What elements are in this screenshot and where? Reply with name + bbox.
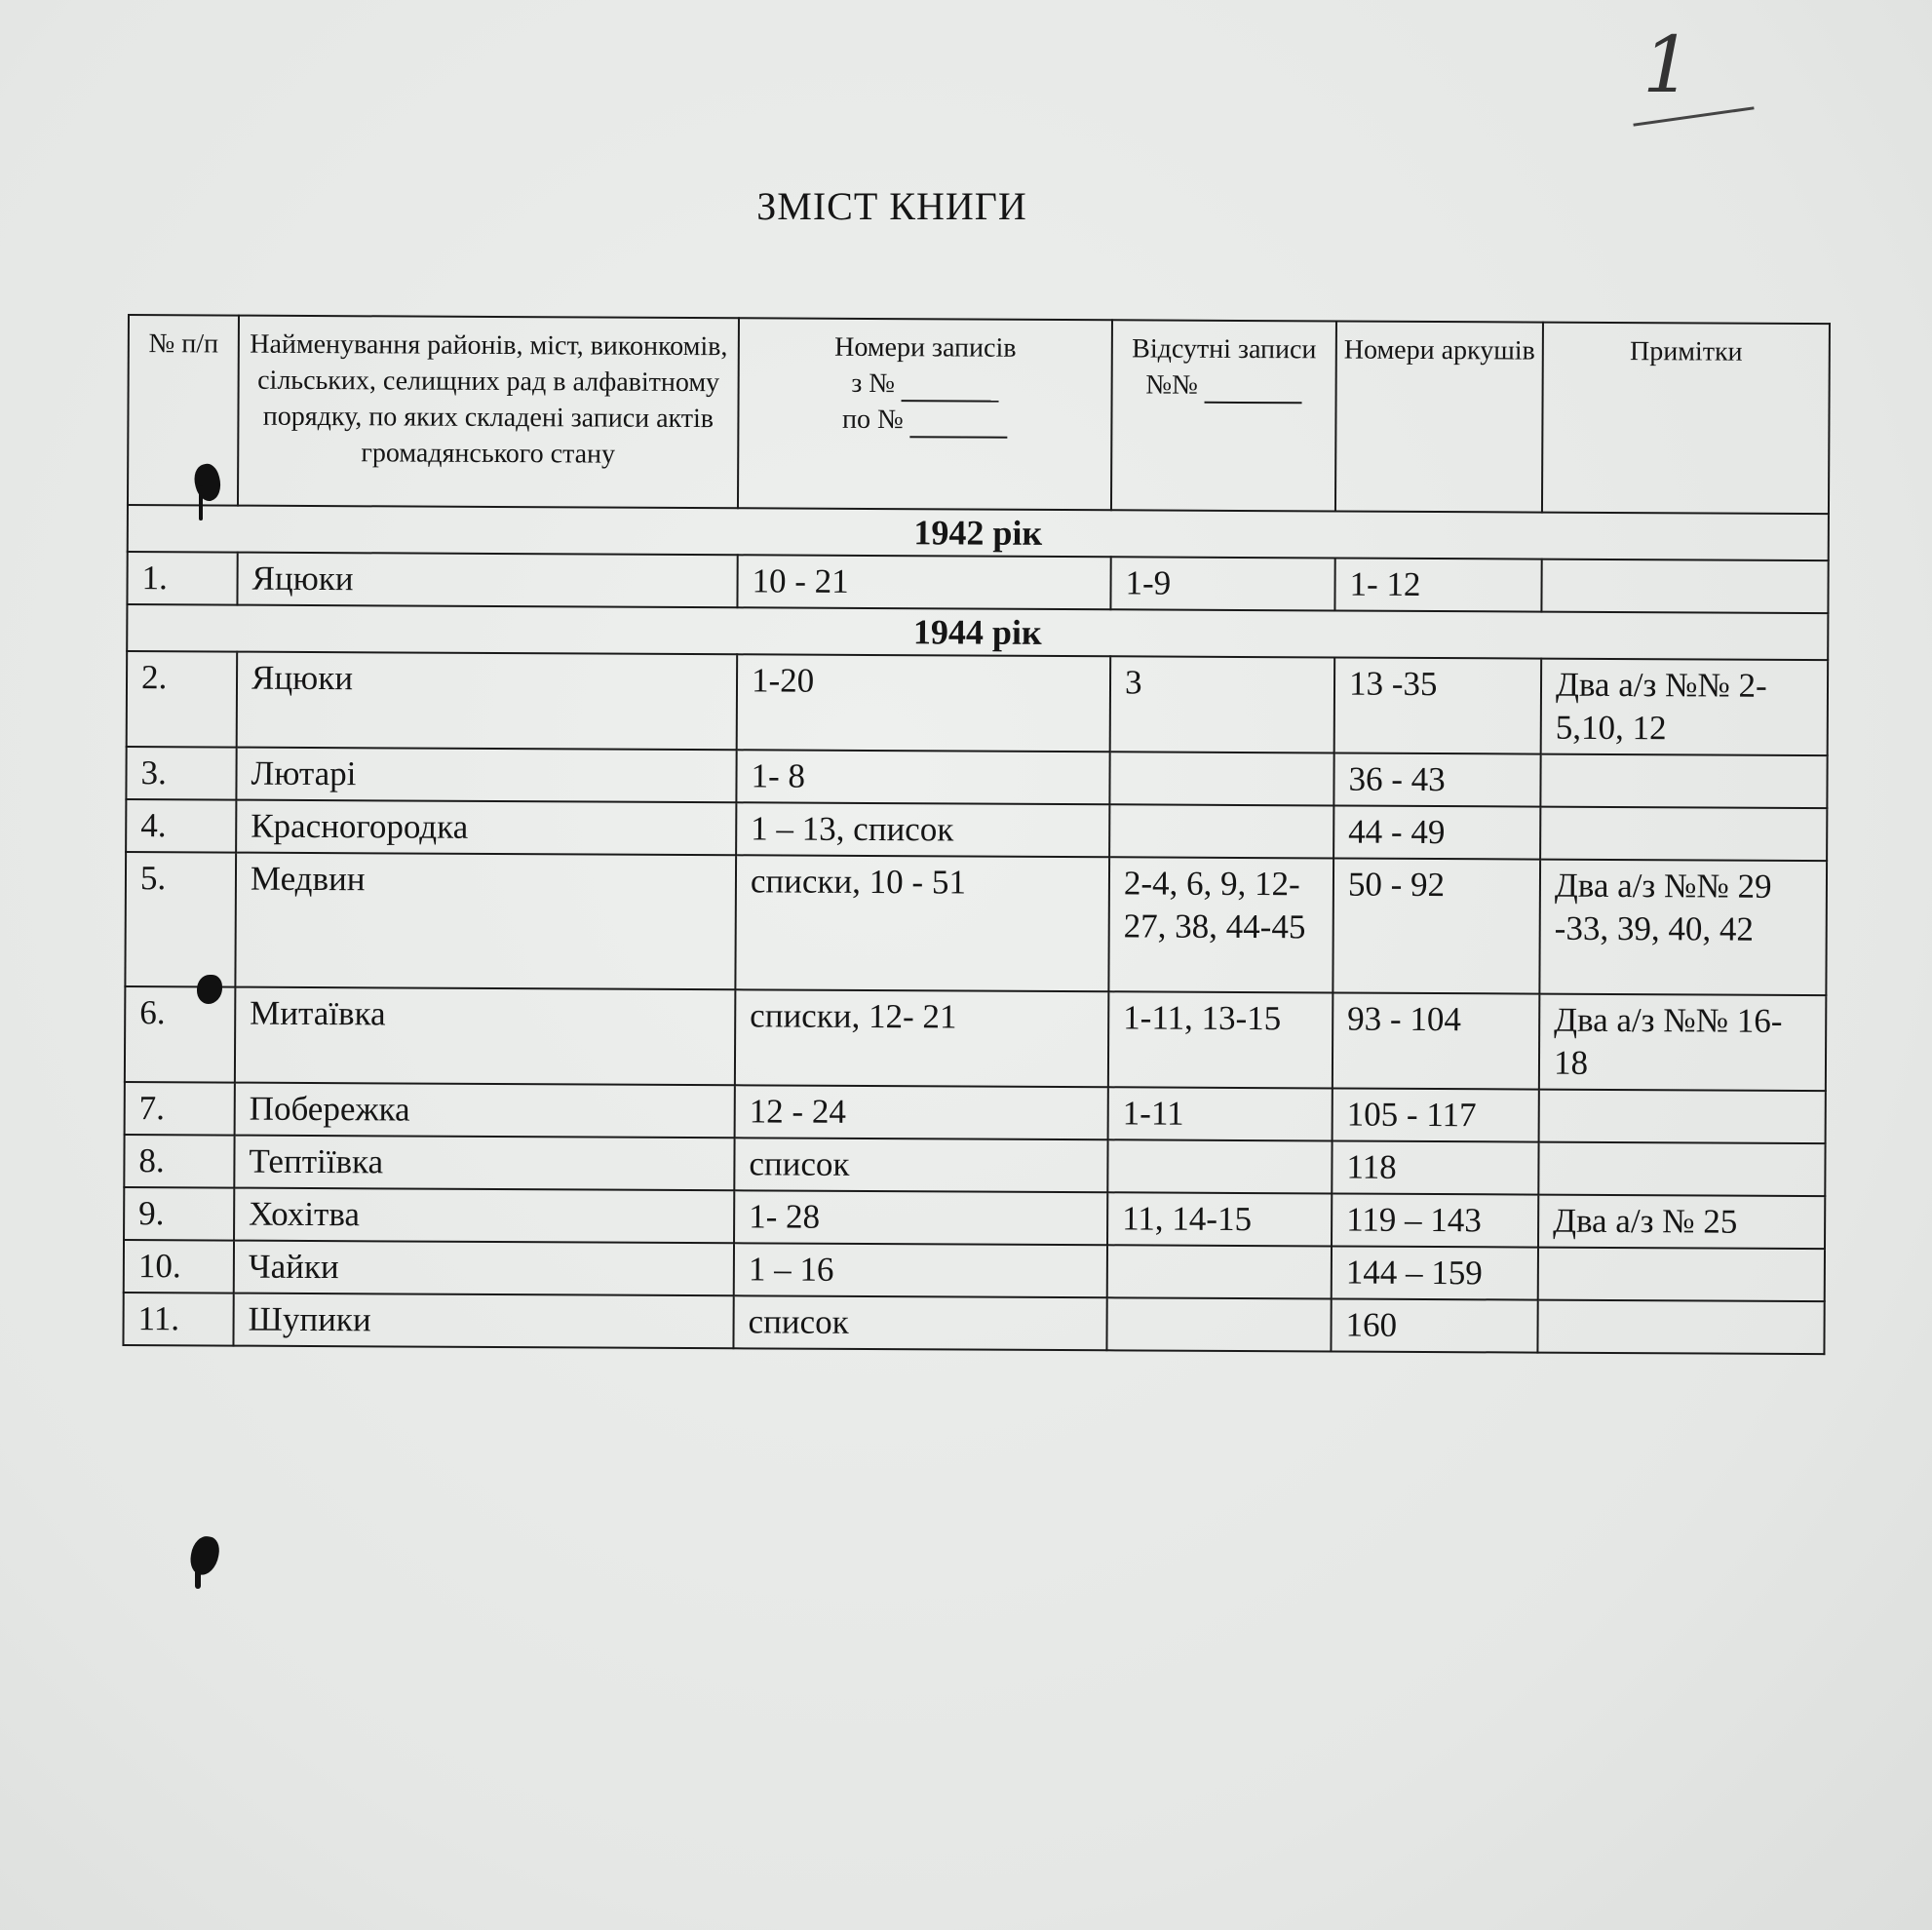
blank-line: [910, 408, 1008, 439]
blank-line: [1205, 374, 1302, 405]
row-missing: 2-4, 6, 9, 12-27, 38, 44-45: [1108, 857, 1333, 992]
header-notes: Примітки: [1542, 323, 1830, 515]
row-notes: Два а/з №№ 29 -33, 39, 40, 42: [1539, 860, 1827, 996]
header-missing-title: Відсутні записи: [1132, 333, 1317, 366]
row-sheets: 160: [1331, 1298, 1537, 1352]
row-notes: [1541, 560, 1828, 614]
header-records-title: Номери записів: [834, 331, 1017, 364]
row-missing: 1-9: [1110, 557, 1334, 610]
ink-blot: [195, 1569, 201, 1589]
row-number: 5.: [125, 852, 236, 987]
table-row: [127, 552, 1828, 613]
row-name: Яцюки: [237, 553, 737, 608]
row-notes: [1538, 1248, 1825, 1302]
row-notes: [1538, 1142, 1825, 1197]
contents-table: [122, 314, 1831, 1355]
header-missing-nums: [1119, 367, 1330, 404]
row-number: 9.: [124, 1187, 234, 1241]
row-records: списки, 12- 21: [735, 989, 1109, 1087]
missing-nums-label: №№: [1145, 369, 1198, 401]
document-title: ЗМІСТ КНИГИ: [756, 184, 1027, 228]
row-records: 1 – 16: [734, 1243, 1107, 1297]
row-missing: [1106, 1297, 1331, 1351]
header-name: Найменування районів, міст, виконкомів, сільських, селищних рад в алфавітному порядку, по яких складені записи актів громадянського стану: [238, 316, 739, 509]
row-name: Яцюки: [237, 652, 738, 751]
header-missing: [1111, 320, 1336, 511]
ink-blot: [199, 485, 203, 521]
row-missing: [1109, 752, 1333, 805]
row-sheets: 13 -35: [1334, 657, 1542, 753]
year-1944: 1944 рік: [127, 604, 1828, 660]
table-row: [125, 986, 1826, 1091]
year-1942: 1942 рік: [128, 505, 1829, 560]
row-name: Тептіївка: [234, 1136, 734, 1191]
row-name: Чайки: [234, 1241, 734, 1296]
table-row: [125, 852, 1827, 995]
header-records-to: [745, 401, 1104, 439]
row-name: Хохітва: [234, 1188, 734, 1244]
row-sheets: 144 – 159: [1332, 1246, 1538, 1299]
row-records: 1 – 13, список: [736, 802, 1109, 857]
row-number: 7.: [125, 1082, 235, 1136]
row-number: 10.: [124, 1240, 234, 1293]
row-missing: [1107, 1245, 1332, 1298]
row-name: Митаївка: [235, 987, 736, 1086]
table-header-row: [128, 315, 1830, 514]
table-row: [127, 651, 1828, 755]
row-sheets: 50 - 92: [1333, 858, 1540, 993]
row-sheets: 119 – 143: [1332, 1193, 1538, 1247]
table-row: [125, 1082, 1826, 1143]
header-records-from: [746, 365, 1105, 403]
row-sheets: 1- 12: [1334, 558, 1541, 611]
records-to-label: по №: [842, 404, 904, 436]
row-missing: 3: [1110, 656, 1335, 753]
table-row: [124, 1240, 1825, 1301]
row-records: списки, 10 - 51: [735, 855, 1109, 991]
row-name: Медвин: [235, 853, 736, 990]
blank-line: [902, 372, 999, 403]
row-missing: [1109, 804, 1333, 858]
row-number: 2.: [127, 651, 238, 748]
row-number: 4.: [126, 799, 236, 853]
row-notes: Два а/з № 25: [1538, 1195, 1825, 1250]
row-missing: 11, 14-15: [1107, 1192, 1332, 1246]
row-records: 12 - 24: [735, 1085, 1108, 1139]
row-records: 1- 28: [734, 1190, 1107, 1245]
row-missing: 1-11, 13-15: [1108, 991, 1333, 1088]
row-records: 10 - 21: [737, 555, 1110, 609]
row-name: Лютарі: [236, 748, 736, 803]
row-notes: [1537, 1300, 1824, 1355]
table-row: [124, 1135, 1825, 1196]
row-number: 11.: [123, 1293, 233, 1346]
row-sheets: 105 - 117: [1333, 1088, 1539, 1141]
header-records: [738, 318, 1112, 510]
row-name: Шупики: [233, 1293, 733, 1349]
row-records: список: [733, 1295, 1106, 1350]
row-sheets: 36 - 43: [1333, 753, 1540, 806]
ink-blot: [188, 1534, 222, 1577]
header-number: № п/п: [128, 315, 239, 506]
table-row: [124, 1187, 1825, 1249]
row-notes: Два а/з №№ 2-5,10, 12: [1541, 659, 1829, 756]
row-name: Побережка: [235, 1083, 735, 1139]
row-missing: [1107, 1139, 1332, 1193]
table-row: [126, 799, 1827, 861]
row-missing: 1-11: [1108, 1087, 1333, 1140]
row-sheets: 44 - 49: [1333, 805, 1540, 859]
row-number: 6.: [125, 986, 236, 1083]
row-notes: [1539, 1090, 1826, 1144]
row-sheets: 93 - 104: [1333, 992, 1540, 1089]
row-records: 1-20: [737, 654, 1111, 752]
row-sheets: 118: [1332, 1140, 1538, 1194]
row-number: 3.: [126, 747, 236, 800]
row-records: список: [734, 1138, 1107, 1192]
row-notes: Два а/з №№ 16-18: [1539, 994, 1827, 1092]
table-row: [123, 1293, 1824, 1354]
page-number: 1: [1642, 19, 1692, 110]
row-number: 8.: [124, 1135, 234, 1188]
row-number: 1.: [127, 552, 237, 605]
row-notes: [1540, 754, 1827, 809]
row-name: Красногородка: [236, 800, 736, 856]
row-records: 1- 8: [736, 750, 1109, 804]
table-row: [126, 747, 1827, 808]
header-sheets: Номери аркушів: [1335, 321, 1543, 512]
row-notes: [1540, 807, 1827, 862]
records-from-label: з №: [851, 367, 896, 400]
